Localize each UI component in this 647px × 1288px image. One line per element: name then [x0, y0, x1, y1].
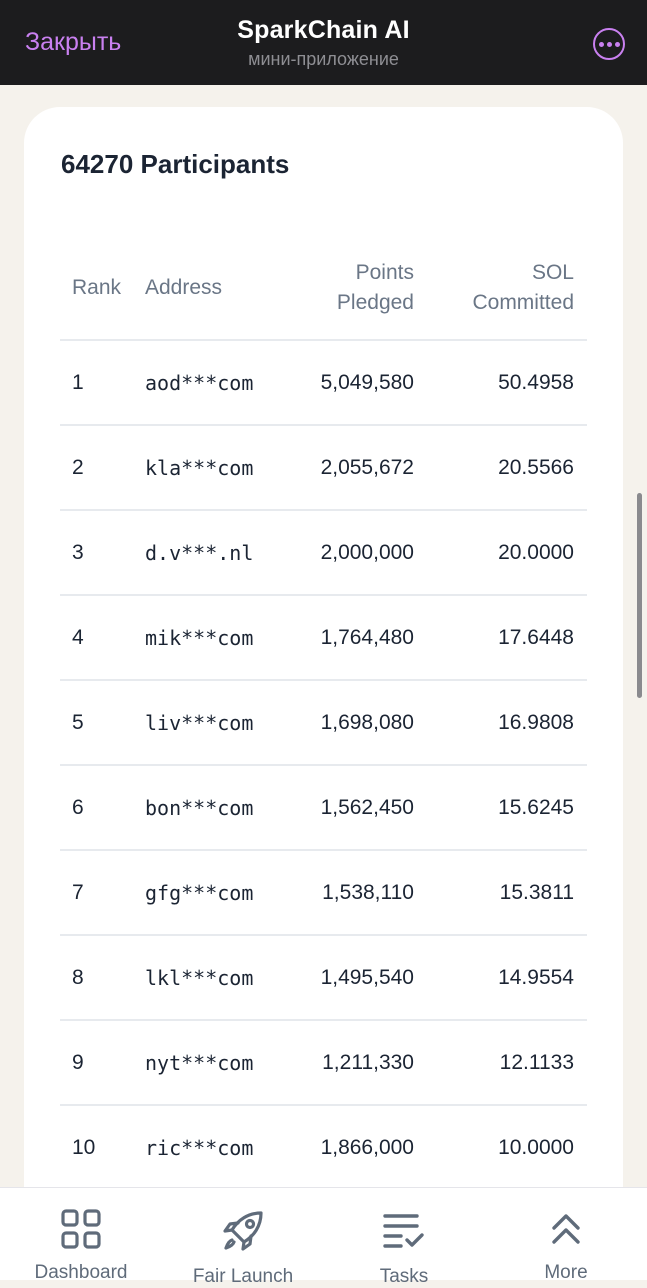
- row-rank: 5: [60, 680, 145, 765]
- table-row: [60, 340, 587, 425]
- more-dots-icon: [599, 42, 604, 47]
- close-button[interactable]: Закрыть: [25, 28, 122, 56]
- table-row: [60, 595, 587, 680]
- column-header-address: Address: [145, 237, 285, 340]
- tasks-list-icon: [380, 1208, 428, 1254]
- rocket-icon: [219, 1208, 267, 1254]
- table-row: [60, 425, 587, 510]
- nav-label-more: More: [544, 1262, 588, 1283]
- nav-item-tasks[interactable]: [323, 1188, 485, 1287]
- nav-label-tasks: Tasks: [379, 1266, 429, 1287]
- grid-icon: [57, 1208, 105, 1250]
- row-points-pledged: 5,049,580: [285, 340, 414, 425]
- row-points-pledged: 1,764,480: [285, 595, 414, 680]
- table-row: [60, 850, 587, 935]
- row-address: liv***com: [145, 680, 285, 765]
- row-rank: 10: [60, 1105, 145, 1187]
- row-address: lkl***com: [145, 935, 285, 1020]
- column-header-rank: Rank: [60, 237, 145, 340]
- row-points-pledged: 1,538,110: [285, 850, 414, 935]
- row-points-pledged: 1,562,450: [285, 765, 414, 850]
- row-address: kla***com: [145, 425, 285, 510]
- more-dot: [615, 42, 620, 47]
- row-address: aod***com: [145, 340, 285, 425]
- row-rank: 8: [60, 935, 145, 1020]
- row-rank: 4: [60, 595, 145, 680]
- row-rank: 7: [60, 850, 145, 935]
- row-points-pledged: 1,495,540: [285, 935, 414, 1020]
- chevrons-up-icon: [542, 1208, 590, 1250]
- main-content[interactable]: [0, 85, 647, 1187]
- column-header-sol-committed: [414, 237, 587, 340]
- app-subtitle: мини-приложение: [248, 49, 399, 69]
- table-header-row: [60, 237, 587, 340]
- row-address: d.v***.nl: [145, 510, 285, 595]
- row-rank: 6: [60, 765, 145, 850]
- row-rank: 1: [60, 340, 145, 425]
- sol-header-line1: SOL: [531, 261, 574, 284]
- row-points-pledged: 2,000,000: [285, 510, 414, 595]
- header-title-block: [0, 16, 647, 70]
- column-header-points-pledged: [285, 237, 414, 340]
- nav-item-dashboard[interactable]: [0, 1188, 162, 1281]
- table-row: [60, 680, 587, 765]
- table-row: [60, 510, 587, 595]
- row-sol-committed: 20.0000: [414, 510, 587, 595]
- telegram-header: [0, 0, 647, 85]
- row-address: nyt***com: [145, 1020, 285, 1105]
- row-sol-committed: 20.5566: [414, 425, 587, 510]
- nav-item-more[interactable]: [485, 1188, 647, 1281]
- more-options-button[interactable]: [593, 28, 625, 60]
- row-address: gfg***com: [145, 850, 285, 935]
- row-address: bon***com: [145, 765, 285, 850]
- leaderboard-table: [60, 237, 587, 1187]
- row-sol-committed: 50.4958: [414, 340, 587, 425]
- bottom-nav: [0, 1187, 647, 1287]
- row-rank: 9: [60, 1020, 145, 1105]
- row-rank: 3: [60, 510, 145, 595]
- row-points-pledged: 1,866,000: [285, 1105, 414, 1187]
- row-address: ric***com: [145, 1105, 285, 1187]
- row-points-pledged: 2,055,672: [285, 425, 414, 510]
- nav-label-dashboard: Dashboard: [34, 1262, 128, 1283]
- table-row: [60, 1105, 587, 1187]
- points-header-line2: Pledged: [336, 291, 414, 314]
- row-sol-committed: 12.1133: [414, 1020, 587, 1105]
- table-row: [60, 935, 587, 1020]
- scrollbar[interactable]: [637, 493, 642, 698]
- row-sol-committed: 17.6448: [414, 595, 587, 680]
- row-sol-committed: 14.9554: [414, 935, 587, 1020]
- row-address: mik***com: [145, 595, 285, 680]
- table-row: [60, 765, 587, 850]
- row-sol-committed: 10.0000: [414, 1105, 587, 1187]
- participants-count: 64270 Participants: [61, 149, 290, 179]
- points-header-line1: Points: [355, 261, 414, 284]
- row-sol-committed: 15.6245: [414, 765, 587, 850]
- row-points-pledged: 1,698,080: [285, 680, 414, 765]
- app-title: SparkChain AI: [237, 16, 410, 44]
- row-sol-committed: 16.9808: [414, 680, 587, 765]
- row-points-pledged: 1,211,330: [285, 1020, 414, 1105]
- row-rank: 2: [60, 425, 145, 510]
- more-dot: [607, 42, 612, 47]
- row-sol-committed: 15.3811: [414, 850, 587, 935]
- sol-header-line2: Committed: [472, 291, 574, 314]
- nav-item-fair-launch[interactable]: [162, 1188, 324, 1287]
- table-row: [60, 1020, 587, 1105]
- leaderboard-card: [24, 107, 623, 1187]
- nav-label-fair-launch: Fair Launch: [192, 1266, 294, 1287]
